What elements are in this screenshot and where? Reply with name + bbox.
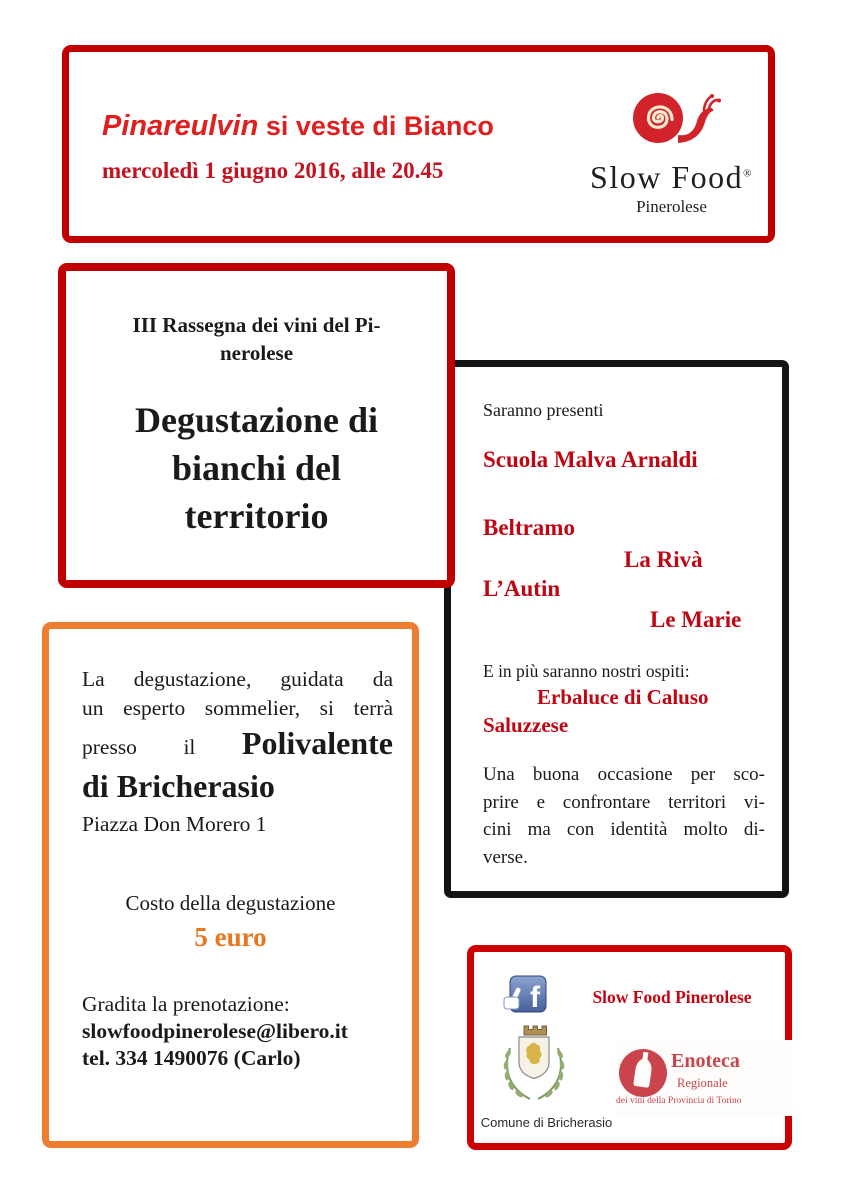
rassegna-subtitle-line: nerolese	[219, 341, 294, 365]
booking-info	[82, 991, 348, 1072]
note-line: cini ma con identità molto di-	[483, 819, 765, 840]
rassegna-subtitle-line: III Rassegna dei vini del Pi-	[132, 313, 381, 337]
producers-note	[483, 761, 765, 871]
producer-name: Le Marie	[650, 607, 742, 632]
guest-name: Saluzzese	[483, 713, 569, 737]
slowfood-chapter: Pinerolese	[636, 197, 707, 216]
producer-name: Beltramo	[483, 515, 575, 540]
cost-value: 5 euro	[194, 922, 267, 952]
venue-line: La degustazione, guidata da	[82, 667, 393, 691]
producers-box	[444, 360, 789, 898]
footer-box	[467, 945, 792, 1150]
producer-name: La Rivà	[624, 547, 703, 572]
guests-intro: E in più saranno nostri ospiti:	[483, 661, 690, 681]
venue-line: un esperto sommelier, si terrà	[82, 696, 393, 720]
comune-label: Comune di Bricherasio	[480, 1115, 613, 1130]
rassegna-title	[66, 396, 447, 540]
slowfood-wordmark	[564, 159, 779, 196]
facebook-like-icon	[502, 974, 548, 1018]
footer-facebook-label: Slow Food Pinerolese	[592, 987, 752, 1007]
booking-label: Gradita la prenotazione:	[82, 992, 290, 1016]
venue-name: Polivalente	[241, 725, 393, 761]
venue-address: Piazza Don Morero 1	[82, 812, 267, 836]
slowfood-brand-text: Slow Food	[590, 159, 744, 195]
note-line: verse.	[483, 846, 528, 868]
rassegna-box	[58, 263, 455, 588]
producers-intro: Saranno presenti	[483, 400, 604, 420]
enoteca-logo	[614, 1040, 792, 1116]
cost-label: Costo della degustazione	[125, 891, 336, 915]
venue-word: presso	[82, 735, 137, 759]
producer-name: L’Autin	[483, 576, 561, 601]
note-line: Una buona occasione per sco-	[483, 764, 765, 785]
enoteca-bottle-icon	[617, 1047, 669, 1099]
snail-icon	[620, 88, 724, 150]
enoteca-name: Enoteca	[671, 1050, 740, 1072]
venue-paragraph	[82, 665, 393, 839]
producer-name: Scuola Malva Arnaldi	[483, 447, 698, 472]
rassegna-subtitle	[66, 311, 447, 367]
booking-phone: tel. 334 1490076 (Carlo)	[82, 1046, 301, 1070]
details-box	[42, 622, 419, 1148]
event-date: mercoledì 1 giugno 2016, alle 20.45	[102, 158, 444, 183]
booking-email: slowfoodpinerolese@libero.it	[82, 1019, 348, 1043]
guest-name: Erbaluce di Caluso	[537, 685, 709, 709]
event-title	[102, 110, 494, 143]
rassegna-title-line: bianchi del	[171, 448, 342, 488]
comune-coat-of-arms-icon	[496, 1022, 572, 1114]
svg-text:f: f	[530, 981, 540, 1014]
registered-mark: ®	[743, 167, 753, 180]
venue-line	[82, 723, 393, 766]
enoteca-line2: Regionale	[677, 1076, 728, 1090]
slowfood-logo	[564, 88, 779, 217]
rassegna-title-line: Degustazione di	[135, 400, 378, 440]
rassegna-title-line: territorio	[184, 496, 329, 536]
event-title-rest: si veste di Bianco	[258, 111, 494, 141]
header-box	[62, 45, 775, 243]
enoteca-line3: dei vini della Provincia di Torino	[616, 1096, 742, 1106]
venue-word: il	[183, 735, 196, 759]
venue-name: di Bricherasio	[82, 768, 275, 804]
event-title-name: Pinareulvin	[102, 110, 259, 142]
note-line: prire e confrontare territori vi-	[483, 791, 765, 813]
